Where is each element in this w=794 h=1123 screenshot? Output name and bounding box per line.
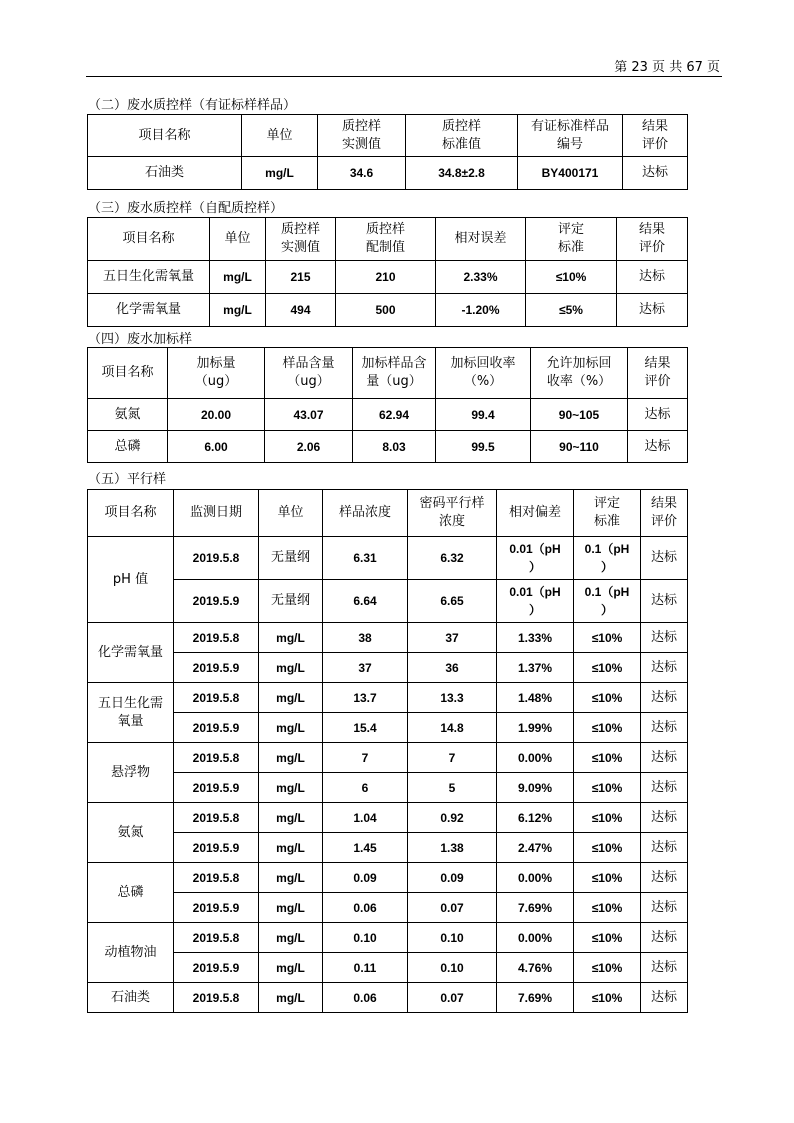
table-cell: 2019.5.8 — [174, 863, 259, 893]
column-header: 项目名称 — [88, 490, 174, 537]
table-cell: 215 — [266, 261, 336, 294]
table-cell: 2019.5.9 — [174, 653, 259, 683]
column-header: 项目名称 — [88, 115, 242, 157]
table-cell: 达标 — [641, 953, 688, 983]
table-cell: ≤10% — [574, 803, 641, 833]
table-cell: 2.33% — [436, 261, 526, 294]
column-header: 项目名称 — [88, 218, 210, 261]
table-cell: ≤5% — [526, 294, 617, 327]
table-row — [88, 537, 688, 580]
table-row — [88, 863, 688, 893]
column-header: 质控样 实测值 — [318, 115, 406, 157]
table-cell: mg/L — [259, 893, 323, 923]
table-cell: ≤10% — [574, 863, 641, 893]
page-header — [86, 56, 722, 77]
table-row — [88, 157, 688, 190]
qc-certified-table — [87, 114, 688, 190]
column-header: 加标量 （ug） — [168, 348, 265, 399]
table-cell: 0.10 — [323, 923, 408, 953]
table-cell: mg/L — [259, 773, 323, 803]
table-cell: 2019.5.9 — [174, 893, 259, 923]
table-cell: mg/L — [259, 743, 323, 773]
table-cell: 13.7 — [323, 683, 408, 713]
table-cell: 达标 — [641, 863, 688, 893]
table-cell: 15.4 — [323, 713, 408, 743]
table-cell: ≤10% — [574, 743, 641, 773]
table-cell: 达标 — [641, 537, 688, 580]
table-cell: ≤10% — [574, 713, 641, 743]
table-cell: 0.10 — [408, 923, 497, 953]
table-cell: ≤10% — [526, 261, 617, 294]
table-cell: 达标 — [641, 923, 688, 953]
table-cell: 化学需氧量 — [88, 294, 210, 327]
table-cell: 1.37% — [497, 653, 574, 683]
group-name-cell: 动植物油 — [88, 923, 174, 983]
table-row — [88, 294, 688, 327]
group-name-cell: 悬浮物 — [88, 743, 174, 803]
column-header: 样品含量 （ug） — [265, 348, 353, 399]
table-cell: 达标 — [641, 623, 688, 653]
column-header: 加标样品含 量（ug） — [353, 348, 436, 399]
table-cell: 氨氮 — [88, 399, 168, 431]
table-cell: 0.06 — [323, 893, 408, 923]
column-header: 加标回收率 （%） — [436, 348, 531, 399]
section-2-title: （二）废水质控样（有证标样样品） — [88, 98, 297, 113]
table-cell: 0.06 — [323, 983, 408, 1013]
table-row — [88, 261, 688, 294]
table-cell: mg/L — [259, 803, 323, 833]
column-header: 单位 — [242, 115, 318, 157]
table-cell: 石油类 — [88, 157, 242, 190]
table-cell: 2.47% — [497, 833, 574, 863]
table-cell: mg/L — [259, 863, 323, 893]
column-header: 允许加标回 收率（%） — [531, 348, 628, 399]
table-row — [88, 580, 688, 623]
table-cell: ≤10% — [574, 653, 641, 683]
parallel-sample-table — [87, 489, 688, 1013]
table-cell: 43.07 — [265, 399, 353, 431]
table-cell: 0.11 — [323, 953, 408, 983]
table-cell: 99.4 — [436, 399, 531, 431]
table-cell: 2019.5.9 — [174, 833, 259, 863]
table-row — [88, 803, 688, 833]
table-cell: 7 — [323, 743, 408, 773]
table-cell: 7.69% — [497, 983, 574, 1013]
table-row — [88, 893, 688, 923]
table-cell: 达标 — [628, 431, 688, 463]
table-cell: ≤10% — [574, 623, 641, 653]
column-header: 单位 — [210, 218, 266, 261]
column-header: 评定 标准 — [574, 490, 641, 537]
table-cell: 37 — [408, 623, 497, 653]
table-cell: 2019.5.9 — [174, 713, 259, 743]
table-cell: 4.76% — [497, 953, 574, 983]
table-row — [88, 683, 688, 713]
column-header: 结果 评价 — [623, 115, 688, 157]
table-cell: mg/L — [259, 923, 323, 953]
column-header: 有证标准样品 编号 — [518, 115, 623, 157]
group-name-cell: 总磷 — [88, 863, 174, 923]
table-cell: ≤10% — [574, 893, 641, 923]
table-row — [88, 653, 688, 683]
table-cell: 2019.5.8 — [174, 803, 259, 833]
column-header: 监测日期 — [174, 490, 259, 537]
table-cell: 2019.5.8 — [174, 923, 259, 953]
table-cell: ≤10% — [574, 833, 641, 863]
table-cell: 2019.5.8 — [174, 623, 259, 653]
table-cell: 38 — [323, 623, 408, 653]
table-row — [88, 713, 688, 743]
table-cell: 1.99% — [497, 713, 574, 743]
table-cell: 0.1（pH ） — [574, 580, 641, 623]
header-row — [88, 490, 688, 537]
table-cell: 0.10 — [408, 953, 497, 983]
table-row — [88, 431, 688, 463]
table-row — [88, 833, 688, 863]
table-cell: 0.01（pH ） — [497, 537, 574, 580]
header-row — [88, 218, 688, 261]
group-name-cell: 石油类 — [88, 983, 174, 1013]
table-cell: 2019.5.8 — [174, 683, 259, 713]
table-cell: 500 — [336, 294, 436, 327]
section-5-title: （五）平行样 — [88, 472, 167, 487]
table-cell: 2019.5.9 — [174, 953, 259, 983]
column-header: 结果 评价 — [628, 348, 688, 399]
table-cell: 37 — [323, 653, 408, 683]
table-cell: 达标 — [641, 580, 688, 623]
section-4-title: （四）废水加标样 — [88, 332, 193, 347]
table-cell: 达标 — [641, 773, 688, 803]
header-row — [88, 348, 688, 399]
table-row — [88, 399, 688, 431]
column-header: 质控样 配制值 — [336, 218, 436, 261]
table-cell: BY400171 — [518, 157, 623, 190]
table-cell: 36 — [408, 653, 497, 683]
qc-self-prepared-table — [87, 217, 688, 327]
table-cell: 14.8 — [408, 713, 497, 743]
table-cell: 0.00% — [497, 743, 574, 773]
table-row — [88, 623, 688, 653]
column-header: 结果 评价 — [617, 218, 688, 261]
table-cell: 达标 — [617, 294, 688, 327]
table-cell: 20.00 — [168, 399, 265, 431]
table-cell: mg/L — [210, 294, 266, 327]
table-cell: mg/L — [242, 157, 318, 190]
header-row — [88, 115, 688, 157]
table-cell: 210 — [336, 261, 436, 294]
table-cell: 达标 — [623, 157, 688, 190]
table-cell: 五日生化需氧量 — [88, 261, 210, 294]
table-cell: 0.07 — [408, 983, 497, 1013]
table-cell: 达标 — [641, 743, 688, 773]
column-header: 样品浓度 — [323, 490, 408, 537]
table-cell: 6.32 — [408, 537, 497, 580]
table-cell: 达标 — [641, 683, 688, 713]
table-cell: 2019.5.9 — [174, 773, 259, 803]
table-cell: 0.09 — [323, 863, 408, 893]
table-cell: 2019.5.9 — [174, 580, 259, 623]
table-cell: 达标 — [641, 833, 688, 863]
section-3-title: （三）废水质控样（自配质控样） — [88, 201, 284, 216]
table-cell: mg/L — [259, 653, 323, 683]
column-header: 单位 — [259, 490, 323, 537]
table-cell: 1.48% — [497, 683, 574, 713]
column-header: 质控样 实测值 — [266, 218, 336, 261]
table-cell: 99.5 — [436, 431, 531, 463]
table-cell: 达标 — [641, 713, 688, 743]
table-cell: 0.92 — [408, 803, 497, 833]
table-cell: mg/L — [259, 713, 323, 743]
table-cell: 0.01（pH ） — [497, 580, 574, 623]
table-cell: 7.69% — [497, 893, 574, 923]
table-row — [88, 953, 688, 983]
column-header: 项目名称 — [88, 348, 168, 399]
table-cell: 0.07 — [408, 893, 497, 923]
table-cell: 达标 — [641, 653, 688, 683]
table-row — [88, 773, 688, 803]
table-cell: 494 — [266, 294, 336, 327]
table-cell: 达标 — [641, 893, 688, 923]
table-cell: 34.8±2.8 — [406, 157, 518, 190]
table-cell: 无量纲 — [259, 580, 323, 623]
table-cell: 90~105 — [531, 399, 628, 431]
table-cell: 无量纲 — [259, 537, 323, 580]
table-cell: 6.64 — [323, 580, 408, 623]
table-cell: 达标 — [628, 399, 688, 431]
column-header: 评定 标准 — [526, 218, 617, 261]
table-cell: 2.06 — [265, 431, 353, 463]
table-cell: mg/L — [259, 623, 323, 653]
table-cell: ≤10% — [574, 923, 641, 953]
table-cell: 34.6 — [318, 157, 406, 190]
table-cell: 1.45 — [323, 833, 408, 863]
table-cell: mg/L — [259, 683, 323, 713]
table-cell: -1.20% — [436, 294, 526, 327]
table-cell: 13.3 — [408, 683, 497, 713]
column-header: 结果 评价 — [641, 490, 688, 537]
table-cell: 1.33% — [497, 623, 574, 653]
table-cell: 6.00 — [168, 431, 265, 463]
table-cell: ≤10% — [574, 773, 641, 803]
table-cell: ≤10% — [574, 983, 641, 1013]
table-row — [88, 743, 688, 773]
table-cell: 6 — [323, 773, 408, 803]
table-cell: 达标 — [641, 983, 688, 1013]
group-name-cell: 五日生化需 氧量 — [88, 683, 174, 743]
page-number: 第 23 页 共 67 页 — [614, 60, 720, 75]
column-header: 密码平行样 浓度 — [408, 490, 497, 537]
table-cell: ≤10% — [574, 683, 641, 713]
group-name-cell: pH 值 — [88, 537, 174, 623]
table-cell: 7 — [408, 743, 497, 773]
table-cell: 6.12% — [497, 803, 574, 833]
table-cell: mg/L — [259, 833, 323, 863]
table-cell: 62.94 — [353, 399, 436, 431]
table-cell: mg/L — [259, 953, 323, 983]
group-name-cell: 化学需氧量 — [88, 623, 174, 683]
table-cell: 2019.5.8 — [174, 743, 259, 773]
table-cell: 0.09 — [408, 863, 497, 893]
table-cell: 90~110 — [531, 431, 628, 463]
column-header: 质控样 标准值 — [406, 115, 518, 157]
table-cell: 达标 — [617, 261, 688, 294]
table-cell: 0.00% — [497, 863, 574, 893]
table-cell: ≤10% — [574, 953, 641, 983]
table-cell: 1.04 — [323, 803, 408, 833]
spike-recovery-table — [87, 347, 688, 463]
table-row — [88, 983, 688, 1013]
group-name-cell: 氨氮 — [88, 803, 174, 863]
table-cell: 1.38 — [408, 833, 497, 863]
column-header: 相对偏差 — [497, 490, 574, 537]
table-cell: 5 — [408, 773, 497, 803]
table-cell: 2019.5.8 — [174, 983, 259, 1013]
column-header: 相对误差 — [436, 218, 526, 261]
table-cell: 0.00% — [497, 923, 574, 953]
table-cell: mg/L — [210, 261, 266, 294]
table-cell: 6.31 — [323, 537, 408, 580]
table-cell: 9.09% — [497, 773, 574, 803]
table-cell: 8.03 — [353, 431, 436, 463]
table-cell: 总磷 — [88, 431, 168, 463]
table-cell: 0.1（pH ） — [574, 537, 641, 580]
table-cell: mg/L — [259, 983, 323, 1013]
table-cell: 2019.5.8 — [174, 537, 259, 580]
table-cell: 达标 — [641, 803, 688, 833]
table-row — [88, 923, 688, 953]
table-cell: 6.65 — [408, 580, 497, 623]
